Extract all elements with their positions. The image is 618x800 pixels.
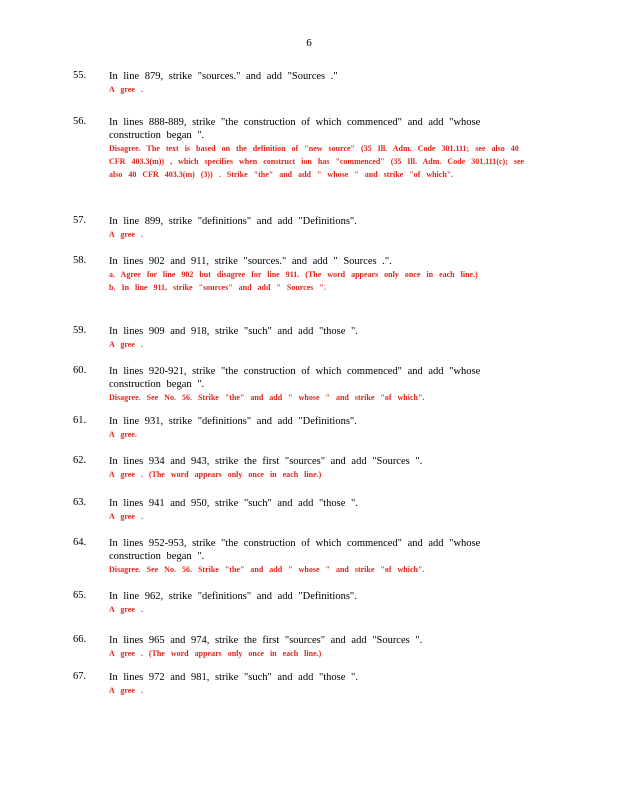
item-response: Disagree. See No. 56. Strike "the" and add " whose " and strike "of which". bbox=[109, 565, 425, 574]
item-number: 66. bbox=[73, 634, 87, 645]
list-item bbox=[0, 497, 618, 537]
item-number: 56. bbox=[73, 116, 87, 127]
amendment-list bbox=[0, 70, 618, 707]
list-item bbox=[0, 455, 618, 497]
list-item bbox=[0, 415, 618, 455]
item-response: b. In line 911, strike "sources" and add " Sources ". bbox=[109, 283, 326, 292]
item-number: 61. bbox=[73, 415, 87, 426]
item-response: A gree . (The word appears only once in each line.) bbox=[109, 649, 322, 658]
item-number: 63. bbox=[73, 497, 87, 508]
item-response: Disagree. See No. 56. Strike "the" and add " whose " and strike "of which". bbox=[109, 393, 425, 402]
item-number: 64. bbox=[73, 537, 87, 548]
list-item bbox=[0, 116, 618, 215]
item-response: A gree . (The word appears only once in each line.) bbox=[109, 470, 322, 479]
list-item bbox=[0, 215, 618, 255]
item-instruction: In lines 965 and 974, strike the first "sources" and add "Sources ". bbox=[109, 635, 423, 646]
item-instruction: In lines 952-953, strike "the construction of which commenced" and add "whose construction began ". bbox=[109, 538, 481, 562]
item-response: A gree . bbox=[109, 605, 143, 614]
item-instruction: In lines 972 and 981, strike "such" and add "those ". bbox=[109, 672, 358, 683]
item-instruction: In lines 920-921, strike "the construction of which commenced" and add "whose construction began ". bbox=[109, 366, 481, 390]
item-number: 57. bbox=[73, 215, 87, 226]
list-item bbox=[0, 634, 618, 671]
item-number: 55. bbox=[73, 70, 87, 81]
item-number: 59. bbox=[73, 325, 87, 336]
item-response: A gree . bbox=[109, 85, 143, 94]
item-number: 58. bbox=[73, 255, 87, 266]
item-instruction: In lines 902 and 911, strike "sources." and add " Sources .". bbox=[109, 256, 392, 267]
list-item bbox=[0, 590, 618, 634]
item-number: 62. bbox=[73, 455, 87, 466]
item-number: 60. bbox=[73, 365, 87, 376]
item-number: 67. bbox=[73, 671, 87, 682]
item-instruction: In lines 941 and 950, strike "such" and add "those ". bbox=[109, 498, 358, 509]
item-response: Disagree. The text is based on the definition of "new source" (35 Ill. Adm. Code 301.111; see also 40 CFR 403.3(m)) , which specifies when construct ion has "commenced" (35 Ill. Adm. Code 301.111(c); see also 40 CFR 403.3(m) (3)) . Strike "the" and add " whose " and strike "of which". bbox=[109, 144, 525, 179]
list-item bbox=[0, 325, 618, 365]
item-number: 65. bbox=[73, 590, 87, 601]
item-instruction: In line 962, strike "definitions" and add "Definitions". bbox=[109, 591, 357, 602]
item-instruction: In lines 934 and 943, strike the first "sources" and add "Sources ". bbox=[109, 456, 423, 467]
page-number: 6 bbox=[306, 37, 312, 49]
item-response: A gree. bbox=[109, 430, 137, 439]
list-item bbox=[0, 365, 618, 415]
item-response: A gree . bbox=[109, 230, 143, 239]
item-instruction: In line 899, strike "definitions" and add "Definitions". bbox=[109, 216, 357, 227]
item-response: a. Agree for line 902 but disagree for line 911. (The word appears only once in each line.) bbox=[109, 270, 478, 279]
item-instruction: In lines 909 and 918, strike "such" and add "those ". bbox=[109, 326, 358, 337]
item-response: A gree . bbox=[109, 512, 143, 521]
item-instruction: In line 931, strike "definitions" and add "Definitions". bbox=[109, 416, 357, 427]
list-item bbox=[0, 671, 618, 707]
item-instruction: In lines 888-889, strike "the construction of which commenced" and add "whose construction began ". bbox=[109, 117, 481, 141]
list-item bbox=[0, 537, 618, 590]
item-instruction: In line 879, strike "sources." and add "Sources ." bbox=[109, 71, 338, 82]
item-response: A gree . bbox=[109, 340, 143, 349]
list-item bbox=[0, 255, 618, 325]
list-item bbox=[0, 70, 618, 116]
item-response: A gree . bbox=[109, 686, 143, 695]
